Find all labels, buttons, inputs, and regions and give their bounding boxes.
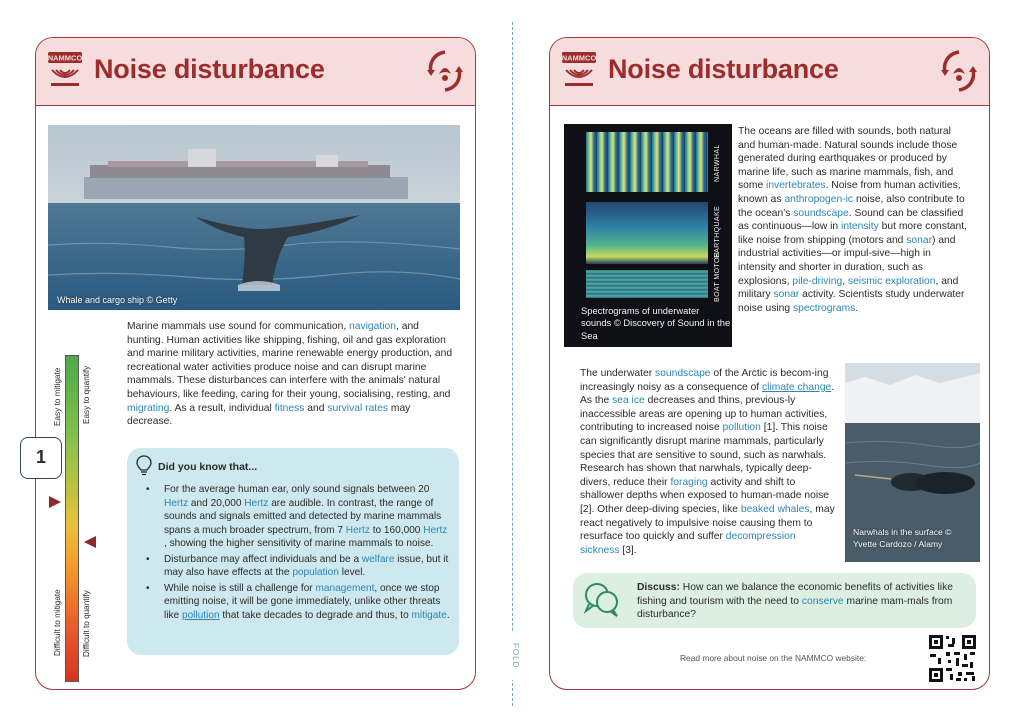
- discuss-question: marine mam-mals from disturbance?: [637, 595, 953, 621]
- keyword-link[interactable]: sonar: [773, 289, 800, 301]
- keyword-link[interactable]: foraging: [670, 476, 708, 488]
- narwhal-photo-caption: Narwhals in the surface © Yvette Cardozo / Alamy: [853, 527, 952, 549]
- paragraph-text: .: [855, 302, 859, 314]
- intro-text: , and hunting. Human activities like shipping, fishing, oil and gas exploration and marine military activities, marine renewable energy production, and recreational water activities produce noise and can disrupt marine mammals. These disturbances can interfere with the animals' natural behaviours, like feeding, caring for their young, socialising, resting, and: [127, 321, 453, 400]
- right-card-header: [550, 38, 989, 106]
- spectrogram-narwhal: [586, 132, 708, 192]
- keyword-link[interactable]: seismic exploration: [847, 275, 936, 287]
- keyword-link[interactable]: pile-driving: [792, 275, 843, 287]
- list-text: issue, but it may also have effects at the: [164, 553, 449, 578]
- speech-bubbles-icon: [583, 580, 621, 618]
- whale-cargo-photo: [48, 125, 460, 310]
- keyword-link[interactable]: Hertz: [345, 524, 370, 536]
- list-item: [144, 582, 450, 623]
- intro-text: . As a result, individual: [169, 402, 275, 414]
- paragraph-text: activity and shift to shallower depths when exposed to human-made noise [2]. Other deep-diving species, like: [580, 476, 829, 515]
- keyword-link[interactable]: soundscape: [654, 368, 711, 379]
- list-text: to 160,000: [369, 524, 424, 536]
- paragraph-text: noise, also contribute to the ocean's: [738, 193, 965, 219]
- paragraph-text: [3].: [619, 544, 637, 556]
- keyword-link[interactable]: pollution: [181, 609, 220, 621]
- paragraph-text: The underwater: [580, 368, 655, 379]
- paragraph-text: , may react negatively to impulsive noise causing them to resurface too quickly and suffer: [580, 503, 835, 543]
- list-text: For the average human ear, only sound signals between 20: [164, 484, 430, 495]
- intro-text: and: [304, 402, 328, 414]
- keyword-link[interactable]: mitigate: [411, 609, 447, 621]
- keyword-link[interactable]: survival rates: [327, 402, 388, 414]
- keyword-link[interactable]: Hertz: [244, 497, 269, 509]
- discuss-text: [637, 581, 967, 622]
- list-item: [144, 483, 450, 551]
- arctic-paragraph: [580, 367, 837, 557]
- keyword-link[interactable]: welfare: [361, 553, 395, 565]
- list-text: , once we stop emitting noise, it will be gone immediately, unlike other threats like: [164, 582, 441, 621]
- nammco-logo-icon: [562, 52, 596, 88]
- keyword-link[interactable]: management: [315, 582, 375, 594]
- discuss-label: Discuss:: [637, 582, 680, 593]
- paragraph-text: activity. Scientists study underwater noise using: [738, 289, 965, 314]
- did-you-know-title: Did you know that...: [158, 461, 258, 473]
- keyword-link[interactable]: pollution: [722, 422, 761, 434]
- paragraph-text: . Sound can be classified as continuous—low in: [738, 207, 964, 233]
- paragraph-text: but more constant, like noise from shipping (motors and: [738, 221, 967, 246]
- keyword-link[interactable]: beaked whales: [740, 503, 810, 515]
- list-text: are audible. In contrast, the range of sounds and signals emitted and detected by marine mammals spans a much broader spectrum, from 7: [164, 497, 442, 536]
- keyword-link[interactable]: conserve: [801, 595, 844, 607]
- scale-label-easy-quantify: Easy to quantify: [82, 365, 91, 424]
- svg-text:NAMMCO: NAMMCO: [48, 53, 82, 63]
- page-title: Noise disturbance: [94, 54, 325, 84]
- soundscape-paragraph: [738, 125, 970, 315]
- intro-paragraph: [127, 320, 454, 429]
- nammco-logo-icon: [48, 52, 82, 88]
- scale-label-easy-mitigate: Easy to mitigate: [53, 367, 62, 426]
- scale-label-difficult-mitigate: Difficult to mitigate: [53, 589, 62, 656]
- svg-text:NAMMCO: NAMMCO: [562, 53, 596, 63]
- keyword-link[interactable]: Hertz: [423, 524, 448, 536]
- paragraph-text: The oceans are filled with sounds, both natural and human-made. Natural sounds include those generated during earthquakes or produced by marine life, such as marine mammals, fish, and some: [738, 126, 958, 192]
- keyword-link[interactable]: sonar: [906, 234, 933, 246]
- difficulty-scale-bar: [65, 355, 79, 682]
- fold-label: FOLD: [506, 632, 520, 680]
- keyword-link[interactable]: anthropogen-ic: [784, 193, 854, 205]
- spectrogram-boat-motor: [586, 270, 708, 298]
- paragraph-text: , and military: [738, 275, 959, 301]
- keyword-link[interactable]: migrating: [127, 402, 170, 414]
- discuss-question: How can we balance the economic benefits of activities like fishing and tourism with the need to: [637, 582, 953, 607]
- list-text: While noise is still a challenge for: [164, 582, 316, 594]
- page-title: Noise disturbance: [608, 54, 839, 84]
- list-text: level.: [338, 567, 366, 578]
- lightbulb-icon: [136, 455, 152, 477]
- emblem-icon: [939, 48, 979, 94]
- keyword-link[interactable]: navigation: [349, 321, 396, 332]
- whale-photo-caption: Whale and cargo ship © Getty: [57, 295, 178, 305]
- intro-text: may decrease.: [127, 402, 411, 428]
- intro-text: Marine mammals use sound for communication,: [127, 321, 350, 332]
- spectrogram-image: [564, 124, 732, 347]
- spectrogram-earthquake: [586, 202, 708, 264]
- mitigate-marker: [49, 496, 61, 508]
- keyword-link[interactable]: intensity: [841, 221, 879, 233]
- paragraph-text: ) and industrial activities—or impul-sive—high in intensity and shorter in duration, such as explosions,: [738, 234, 956, 287]
- keyword-link[interactable]: climate change: [762, 381, 832, 393]
- paragraph-text: [1]. This noise can significantly disrupt marine mammals, particularly species that are sensitive to sound, such as narwhals. Research has shown that narwhals, typically deep-divers, reduce their: [580, 422, 828, 488]
- keyword-link[interactable]: invertebrates: [766, 180, 826, 192]
- keyword-link[interactable]: decompression sickness: [580, 531, 796, 556]
- page-number: 1: [20, 437, 62, 479]
- list-text: .: [446, 609, 450, 621]
- paragraph-text: decreases and thins, previous-ly inaccessible areas are opening up to human activities, contributing to increased noise: [580, 395, 828, 434]
- quantify-marker: [84, 536, 96, 548]
- list-text: and 20,000: [188, 497, 245, 509]
- keyword-link[interactable]: soundscape: [793, 207, 849, 219]
- spectro-label-narwhal: NARWHAL: [714, 144, 721, 182]
- keyword-link[interactable]: sea ice: [612, 395, 645, 407]
- did-you-know-list: [144, 483, 450, 624]
- spectro-label-boat-motor: BOAT MOTOR: [714, 251, 721, 302]
- keyword-link[interactable]: population: [292, 567, 339, 578]
- list-text: Disturbance may affect individuals and be a: [164, 553, 362, 565]
- qr-code-icon[interactable]: [928, 634, 977, 683]
- keyword-link[interactable]: fitness: [274, 402, 305, 414]
- read-more-text: Read more about noise on the NAMMCO website:: [680, 653, 867, 663]
- emblem-icon: [425, 48, 465, 94]
- paragraph-text: of the Arctic is becom-ing increasingly noisy as a consequence of: [580, 368, 829, 393]
- paragraph-text: ,: [842, 275, 848, 287]
- scale-label-difficult-quantify: Difficult to quantify: [82, 590, 91, 657]
- spectrogram-caption: Spectrograms of underwater sounds © Discovery of Sound in the Sea: [581, 305, 731, 341]
- keyword-link[interactable]: spectrograms: [792, 302, 856, 314]
- list-text: , showing the higher sensitivity of marine mammals to noise.: [164, 538, 434, 549]
- keyword-link[interactable]: Hertz: [164, 497, 189, 509]
- left-card-header: [36, 38, 475, 106]
- fold-line: [512, 22, 513, 706]
- spectro-label-earthquake: EARTHQUAKE: [714, 205, 721, 258]
- paragraph-text: . As the: [580, 381, 835, 407]
- paragraph-text: . Noise from human activities, known as: [738, 180, 961, 205]
- list-text: that take decades to degrade and thus, to: [219, 609, 412, 621]
- list-item: [144, 553, 450, 580]
